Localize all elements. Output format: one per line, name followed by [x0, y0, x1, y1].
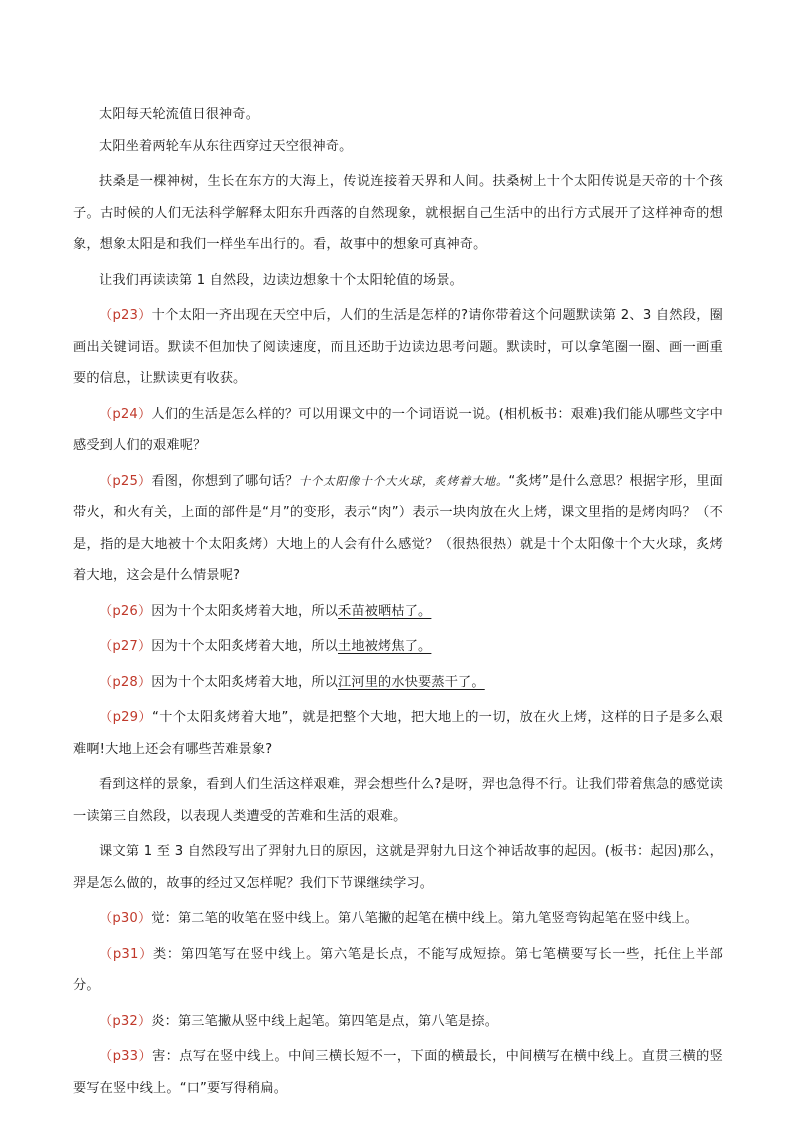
paragraph-text: 让我们再读读第 1 自然段，边读边想象十个太阳轮值的场景。 — [99, 272, 463, 288]
paragraph-text: 看图，你想到了哪句话？ — [151, 473, 299, 489]
paragraph-text: 课文第 1 至 3 自然段写出了羿射九日的原因，这就是羿射九日这个神话故事的起因。(板书：起因)那么，羿是怎么做的，故事的经过又怎样呢？我们下节课继续学习。 — [73, 844, 723, 891]
paragraph-p30 — [73, 903, 723, 935]
paragraph-p32 — [73, 1006, 723, 1038]
paragraph-text: 人们的生活是怎么样的？可以用课文中的一个词语说一说。(相机板书：艰难)我们能从哪些文字中感受到人们的艰难呢？ — [73, 406, 723, 453]
paragraph-text: 太阳每天轮流值日很神奇。 — [99, 107, 260, 122]
slide-ref: （p30） — [99, 911, 152, 926]
paragraph-text: 因为十个太阳炙烤着大地，所以 — [151, 639, 339, 654]
slide-ref: （p25） — [99, 473, 152, 489]
paragraph-sun-chariot — [73, 131, 723, 163]
paragraph-summary — [73, 836, 723, 899]
slide-ref: （p32） — [99, 1013, 152, 1029]
slide-ref: （p24） — [99, 406, 152, 422]
paragraph-text: 炎：第三笔撇从竖中线上起笔。第四笔是点，第八笔是捺。 — [151, 1013, 499, 1029]
paragraph-text: “十个太阳炙烤着大地”，就是把整个大地，把大地上的一切，放在火上烤，这样的日子是多么艰难啊!大地上还会有哪些苦难景象? — [73, 710, 723, 757]
paragraph-yi-thinks — [73, 769, 723, 832]
paragraph-p29 — [73, 702, 723, 765]
paragraph-text: 因为十个太阳炙烤着大地，所以 — [151, 603, 339, 619]
paragraph-p25 — [73, 466, 723, 592]
paragraph-reread — [73, 265, 723, 297]
slide-ref: （p23） — [99, 308, 152, 323]
paragraph-text: “炙烤”是什么意思？根据字形，里面带火，和火有关，上面的部件是“月”的变形，表示“肉”）表示一块肉放在火上烤，课文里指的是烤肉吗？（不是，指的是大地被十个太阳炙烤）大地上的人会有什么感觉？（很热很热）就是十个太阳像十个大火球，炙烤着大地，这会是什么情景呢? — [73, 473, 724, 583]
paragraph-p28 — [73, 667, 723, 699]
paragraph-text: 因为十个太阳炙烤着大地，所以 — [151, 674, 339, 690]
underlined-phrase: 禾苗被晒枯了。 — [338, 603, 432, 619]
paragraph-p33 — [73, 1041, 723, 1104]
slide-ref: （p33） — [99, 1049, 153, 1064]
paragraph-fusang — [73, 166, 723, 261]
lesson-text — [73, 99, 723, 1108]
paragraph-text: 扶桑是一棵神树，生长在东方的大海上，传说连接着天界和人间。扶桑树上十个太阳传说是天帝的十个孩子。古时候的人们无法科学解释太阳东升西落的自然现象，就根据自己生活中的出行方式展开了这样神奇的想象，想象太阳是和我们一样坐车出行的。看，故事中的想象可真神奇。 — [73, 174, 723, 252]
paragraph-p31 — [73, 939, 723, 1002]
paragraph-sun-duty — [73, 99, 723, 131]
slide-ref: （p28） — [99, 674, 152, 690]
slide-ref: （p27） — [99, 639, 152, 654]
paragraph-p23 — [73, 300, 723, 395]
paragraph-text: 害：点写在竖中线上。中间三横长短不一，下面的横最长，中间横写在横中线上。直贯三横的竖要写在竖中线上。“口”要写得稍扁。 — [73, 1049, 724, 1096]
slide-ref: （p31） — [99, 946, 154, 962]
paragraph-text: 太阳坐着两轮车从东往西穿过天空很神奇。 — [99, 138, 353, 154]
slide-ref: （p26） — [99, 603, 152, 619]
paragraph-text: 十个太阳一齐出现在天空中后，人们的生活是怎样的?请你带着这个问题默读第 2、3 自然段，圈画出关键词语。默读不但加快了阅读速度，而且还助于边读边思考问题。默读时，可以拿笔圈一圈、画一画重要的信息，让默读更有收获。 — [73, 308, 723, 386]
paragraph-text: 看到这样的景象，看到人们生活这样艰难，羿会想些什么?是呀，羿也急得不行。让我们带着焦急的感觉读一读第三自然段，以表现人类遭受的苦难和生活的艰难。 — [73, 777, 723, 824]
paragraph-p24 — [73, 399, 723, 462]
paragraph-p26 — [73, 596, 723, 628]
paragraph-text: 觉：第二笔的收笔在竖中线上。第八笔撇的起笔在横中线上。第九笔竖弯钩起笔在竖中线上。 — [151, 911, 699, 926]
handwritten-quote: 十个太阳像十个大火球，炙烤着大地。 — [298, 473, 509, 488]
underlined-phrase: 江河里的水快要蒸干了。 — [338, 674, 485, 690]
slide-ref: （p29） — [99, 710, 153, 725]
underlined-phrase: 土地被烤焦了。 — [338, 639, 432, 654]
paragraph-p27 — [73, 631, 723, 663]
paragraph-text: 类：第四笔写在竖中线上。第六笔是长点，不能写成短捺。第七笔横要写长一些，托住上半部分。 — [73, 946, 723, 993]
